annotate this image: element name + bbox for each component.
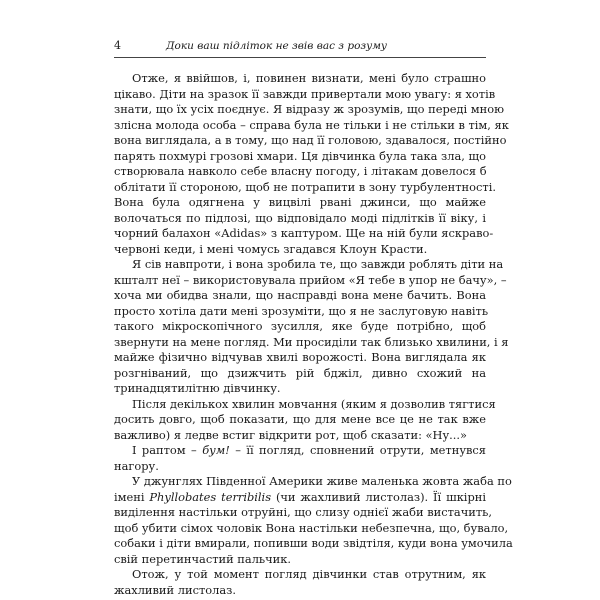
text-run: злісна молода особа – справа була не тільки і не стільки в тім, як [114,117,509,132]
text-line [114,86,496,103]
text-run: просто хотіла дати мені зрозуміти, що я не заслуговую навіть [114,303,489,318]
text-line [114,303,489,320]
page-number: 4 [114,39,121,52]
book-title: Доки ваш підліток не звів вас з розуму [166,40,388,52]
paragraph [114,443,486,474]
text-run: хоча ми обидва знали, що насправді вона мене бачить. Вона [114,288,486,302]
text-run: нагору. [114,458,159,473]
text-run: розгніваний, що дзижчить рій бджіл, дивно схожий на [114,365,486,380]
text-line [114,242,486,258]
text-run: Я сів навпроти, і вона зробила те, що завжди роблять діти на [132,257,504,271]
text-run: досить довго, щоб показати, що для мене все це не так вже [114,412,486,426]
text-line [114,459,486,475]
text-line [114,102,504,118]
italic-text: бум! [202,443,230,457]
text-run: виділення настільки отруйні, що слизу однієї жаби вистачить, [114,505,492,519]
text-line [114,552,486,568]
text-line [114,350,486,366]
text-run: цікаво. Діти на зразок її завжди привертали мою увагу: я хотів [114,86,496,101]
paragraph [114,257,509,397]
text-line [114,179,496,196]
text-line [114,520,509,537]
text-run: Отже, я ввійшов, і, повинен визнати, мені було страшно [132,71,486,85]
text-run: знати, що їх усіх поєднує. Я відразу ж зрозумів, що переді мною [114,102,504,116]
text-run: облітати її стороною, щоб не потрапити в зону турбулентності. [114,179,496,194]
text-run: вона виглядала, а в тому, що над її головою, здавалося, постійно [114,133,507,147]
text-run: імені [114,489,150,504]
text-run: Після декількох хвилин мовчання (яким я дозволив тягтися [132,396,496,411]
text-line [114,319,486,335]
text-line [114,257,504,273]
text-line [114,381,486,397]
text-run: Отож, у той момент погляд дівчинки став отрутним, як [132,567,486,581]
text-line [114,195,486,211]
text-run: – її погляд, сповнений отрути, метнувся [229,443,486,457]
text-line [114,272,507,289]
paragraph [114,474,513,567]
text-line [114,133,507,149]
text-line [114,396,496,413]
text-run: У джунглях Південної Америки живе маленька жовта жаба по [132,474,512,488]
text-line [114,536,513,552]
text-run: звернути на мене погляд. Ми просиділи так близько хвилини, і я [114,334,509,349]
text-run: тринадцятилітню дівчинку. [114,381,281,395]
text-run: такого мікроскопічного зусилля, яке буде потрібно, щоб [114,319,486,333]
body-text [114,71,513,598]
text-line [114,226,494,242]
paragraph [114,71,509,257]
text-line [114,505,492,521]
text-line [114,366,486,382]
text-run: (чи жахливий листолаз). Її шкірні [271,489,486,504]
text-run: свій перетинчастий пальчик. [114,551,291,566]
text-line [114,583,486,599]
text-line [114,164,486,180]
text-run: собаки і діти вмирали, попивши води звідтіля, куди вона умочила [114,536,513,550]
text-line [114,412,486,428]
paragraph [114,396,496,444]
text-line [114,443,486,459]
text-line [114,567,486,583]
text-run: кшталт неї – використовувала прийом «Я тебе в упор не бачу», – [114,272,507,287]
text-line [114,288,486,304]
text-line [114,474,512,490]
text-line [114,490,486,506]
text-run: Вона була одягнена у вицвілі рвані джинси, що майже [114,195,486,209]
paragraph [114,567,486,598]
text-line [114,71,486,87]
text-run: щоб убити сімох чоловік Вона настільки небезпечна, що, бувало, [114,520,509,535]
text-run: майже фізично відчував хвилі ворожості. Вона виглядала як [114,350,486,364]
text-run: важливо) я ледве встиг відкрити рот, щоб сказати: «Ну...» [114,427,467,442]
text-line [114,117,509,134]
text-line [114,149,486,165]
text-run: червоні кеди, і мені чомусь згадався Клоун Красти. [114,241,428,256]
text-run: волочаться по підлозі, що відповідало моді підлітків її віку, і [114,210,486,225]
running-head [114,37,486,58]
text-line [114,211,486,227]
text-run: створювала навколо себе власну погоду, і літакам довелося б [114,164,487,178]
text-run: парять похмурі грозові хмари. Ця дівчинка була така зла, що [114,148,486,163]
text-run: чорний балахон «Adidas» з каптуром. Ще на ній були яскраво- [114,226,494,240]
text-run: І раптом – [132,443,203,457]
text-line [114,428,486,444]
text-run: жахливий листолаз. [114,582,236,597]
italic-text: Phyllobates terribilis [149,489,272,504]
text-line [114,334,509,351]
